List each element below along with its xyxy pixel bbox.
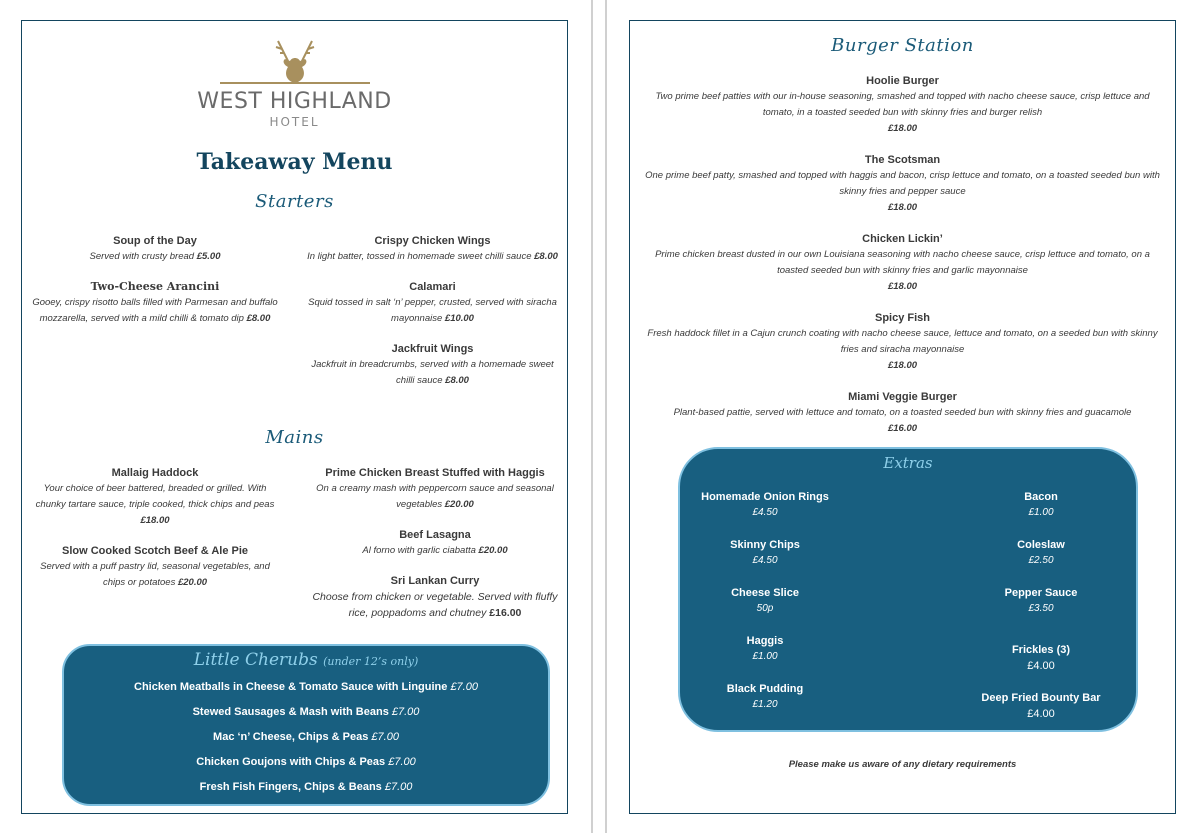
item-description: Choose from chicken or vegetable. Served with fluffy rice, poppadoms and chutney £16.00 xyxy=(312,591,558,619)
item-description: Al forno with garlic ciabatta £20.00 xyxy=(362,545,508,556)
page-gutter-line-left xyxy=(591,0,593,833)
extra-item xyxy=(680,681,850,729)
burger-station-list xyxy=(640,73,1165,452)
menu-item xyxy=(305,279,560,327)
extra-price: £4.00 xyxy=(1027,708,1055,720)
item-name: Jackfruit Wings xyxy=(391,343,474,355)
item-name: Two-Cheese Arancini xyxy=(90,280,220,293)
extra-name: Black Pudding xyxy=(726,683,804,695)
starters-right-column xyxy=(305,233,560,403)
extra-price: £4.00 xyxy=(1027,660,1055,672)
item-price: £8.00 xyxy=(246,313,271,324)
item-price: £18.00 xyxy=(887,202,918,213)
section-title-starters: Starters xyxy=(255,191,334,212)
page-gutter-line-right xyxy=(605,0,607,833)
extra-price: £3.50 xyxy=(1028,603,1054,614)
little-cherubs-box xyxy=(62,644,550,806)
menu-title: Takeaway Menu xyxy=(196,149,393,175)
item-description: Served with crusty bread £5.00 xyxy=(89,251,221,262)
extra-name: Deep Fried Bounty Bar xyxy=(981,692,1101,704)
section-title-mains: Mains xyxy=(265,427,324,448)
menu-item xyxy=(640,152,1165,216)
menu-item xyxy=(640,231,1165,295)
kids-menu-item: Chicken Meatballs in Cheese & Tomato Sauce with Linguine £7.00 xyxy=(134,681,478,693)
item-description: Plant-based pattie, served with lettuce and tomato, on a toasted seeded bun with skinny fries and guacamole xyxy=(673,407,1132,418)
mains-right-column xyxy=(305,465,565,635)
little-cherubs-list xyxy=(64,675,548,800)
kids-menu-item: Stewed Sausages & Mash with Beans £7.00 xyxy=(192,706,420,718)
item-price: £18.00 xyxy=(887,360,918,371)
item-description: Prime chicken breast dusted in our own Louisiana seasoning with nacho cheese sauce, crisp lettuce and tomato, on a toasted seeded bun with skinny fries and garlic mayonnaise xyxy=(655,249,1150,276)
item-price: £18.00 xyxy=(887,123,918,134)
menu-item xyxy=(305,527,565,559)
item-price: £18.00 xyxy=(140,515,170,526)
item-price: £20.00 xyxy=(177,577,208,588)
extras-right-column xyxy=(956,489,1126,738)
item-description: Fresh haddock fillet in a Cajun crunch coating with nacho cheese sauce, lettuce and tomato, on a seeded bun with skinny fries and siracha mayonnaise xyxy=(647,328,1158,355)
kids-menu-item: Chicken Goujons with Chips & Peas £7.00 xyxy=(196,756,416,768)
item-price: £7.00 xyxy=(371,731,399,743)
extra-item xyxy=(680,489,850,537)
item-description: Gooey, crispy risotto balls filled with Parmesan and buffalo mozzarella, served with a mild chilli & tomato dip £8.00 xyxy=(32,297,278,324)
item-name: The Scotsman xyxy=(864,154,941,166)
extra-name: Bacon xyxy=(1024,491,1058,503)
kids-menu-item: Fresh Fish Fingers, Chips & Beans £7.00 xyxy=(199,781,413,793)
menu-item xyxy=(30,279,280,327)
item-name: Spicy Fish xyxy=(874,312,931,324)
extra-name: Skinny Chips xyxy=(730,539,800,551)
item-price: £8.00 xyxy=(445,375,469,386)
item-price: £18.00 xyxy=(887,281,918,292)
item-description: Two prime beef patties with our in-house seasoning, smashed and topped with nacho cheese sauce, crisp lettuce and tomato, in a toasted seeded bun with skinny fries and burger relish xyxy=(655,91,1150,118)
item-price: £20.00 xyxy=(478,545,508,556)
extra-item xyxy=(956,585,1126,642)
extra-name: Frickles (3) xyxy=(1011,644,1071,656)
little-cherubs-note: (under 12’s only) xyxy=(323,655,419,668)
item-price: £20.00 xyxy=(444,499,474,510)
extra-item xyxy=(956,642,1126,690)
extra-price: £1.20 xyxy=(752,699,778,710)
extra-item xyxy=(956,690,1126,738)
item-name: Hoolie Burger xyxy=(866,75,939,87)
extra-item xyxy=(680,585,850,633)
item-name: Miami Veggie Burger xyxy=(848,391,957,403)
dietary-footnote: Please make us aware of any dietary requirements xyxy=(788,759,1017,770)
item-name: Soup of the Day xyxy=(113,235,197,247)
item-name: Calamari xyxy=(409,281,456,293)
item-price: £5.00 xyxy=(196,251,221,262)
extra-price: £1.00 xyxy=(752,651,778,662)
extra-item xyxy=(680,633,850,681)
hotel-name: WEST HIGHLAND xyxy=(197,89,392,114)
section-title-burger-station: Burger Station xyxy=(831,35,974,56)
extra-name: Homemade Onion Rings xyxy=(701,491,829,503)
kids-menu-item: Mac ‘n’ Cheese, Chips & Peas £7.00 xyxy=(213,731,399,743)
extras-title: Extras xyxy=(883,454,933,472)
menu-item xyxy=(305,573,565,621)
item-description: In light batter, tossed in homemade sweet chilli sauce £8.00 xyxy=(307,251,558,262)
menu-item xyxy=(640,310,1165,374)
little-cherubs-title: Little Cherubs (under 12’s only) xyxy=(193,650,419,670)
item-name: Chicken Lickin’ xyxy=(862,233,943,245)
item-description: Squid tossed in salt ‘n’ pepper, crusted, served with siracha mayonnaise £10.00 xyxy=(308,297,557,324)
item-name: Beef Lasagna xyxy=(399,529,471,541)
item-price: £7.00 xyxy=(388,756,416,768)
item-name: Slow Cooked Scotch Beef & Ale Pie xyxy=(61,545,249,557)
item-price: £7.00 xyxy=(384,781,413,793)
extra-item xyxy=(956,489,1126,537)
menu-item xyxy=(30,543,280,591)
extra-price: £1.00 xyxy=(1028,507,1054,518)
menu-item xyxy=(305,233,560,265)
hotel-subtitle: HOTEL xyxy=(269,115,320,129)
item-price: £16.00 xyxy=(887,423,918,434)
item-price: £7.00 xyxy=(450,681,478,693)
item-description: On a creamy mash with peppercorn sauce and seasonal vegetables £20.00 xyxy=(316,483,554,510)
extra-name: Cheese Slice xyxy=(731,587,799,599)
extra-price: £2.50 xyxy=(1028,555,1054,566)
item-name: Sri Lankan Curry xyxy=(390,575,480,587)
hotel-logo xyxy=(22,37,567,129)
item-description: Your choice of beer battered, breaded or grilled. With chunky tartare sauce, triple cooked, thick chips and peas £18.00 xyxy=(35,483,275,526)
item-name: Crispy Chicken Wings xyxy=(374,235,491,247)
item-description: Jackfruit in breadcrumbs, served with a homemade sweet chilli sauce £8.00 xyxy=(311,359,554,386)
menu-item xyxy=(305,465,565,513)
extra-name: Pepper Sauce xyxy=(1004,587,1078,599)
extra-price: £4.50 xyxy=(752,555,778,566)
mains-left-column xyxy=(30,465,280,605)
extras-box xyxy=(678,447,1138,732)
item-name: Mallaig Haddock xyxy=(111,467,199,479)
menu-page-1 xyxy=(21,20,568,814)
menu-item xyxy=(305,341,560,389)
stag-head-icon xyxy=(220,37,370,87)
extra-name: Coleslaw xyxy=(1017,539,1065,551)
item-description: One prime beef patty, smashed and topped with haggis and bacon, crisp lettuce and tomato, on a toasted seeded bun with skinny fries and pepper sauce xyxy=(645,170,1160,197)
menu-item xyxy=(640,73,1165,137)
item-description: Served with a puff pastry lid, seasonal vegetables, and chips or potatoes £20.00 xyxy=(40,561,270,588)
menu-item xyxy=(30,233,280,265)
extra-name: Haggis xyxy=(746,635,784,647)
item-price: £16.00 xyxy=(489,607,522,619)
extra-item xyxy=(680,537,850,585)
item-price: £10.00 xyxy=(444,313,474,324)
item-name: Prime Chicken Breast Stuffed with Haggis xyxy=(325,467,545,479)
menu-page-2 xyxy=(629,20,1176,814)
menu-item xyxy=(640,389,1165,437)
extras-left-column xyxy=(680,489,850,729)
starters-left-column xyxy=(30,233,280,341)
extra-item xyxy=(956,537,1126,585)
menu-item xyxy=(30,465,280,529)
extra-price: £4.50 xyxy=(752,507,778,518)
extra-price: 50p xyxy=(756,603,774,614)
item-price: £7.00 xyxy=(391,706,420,718)
item-price: £8.00 xyxy=(534,251,558,262)
